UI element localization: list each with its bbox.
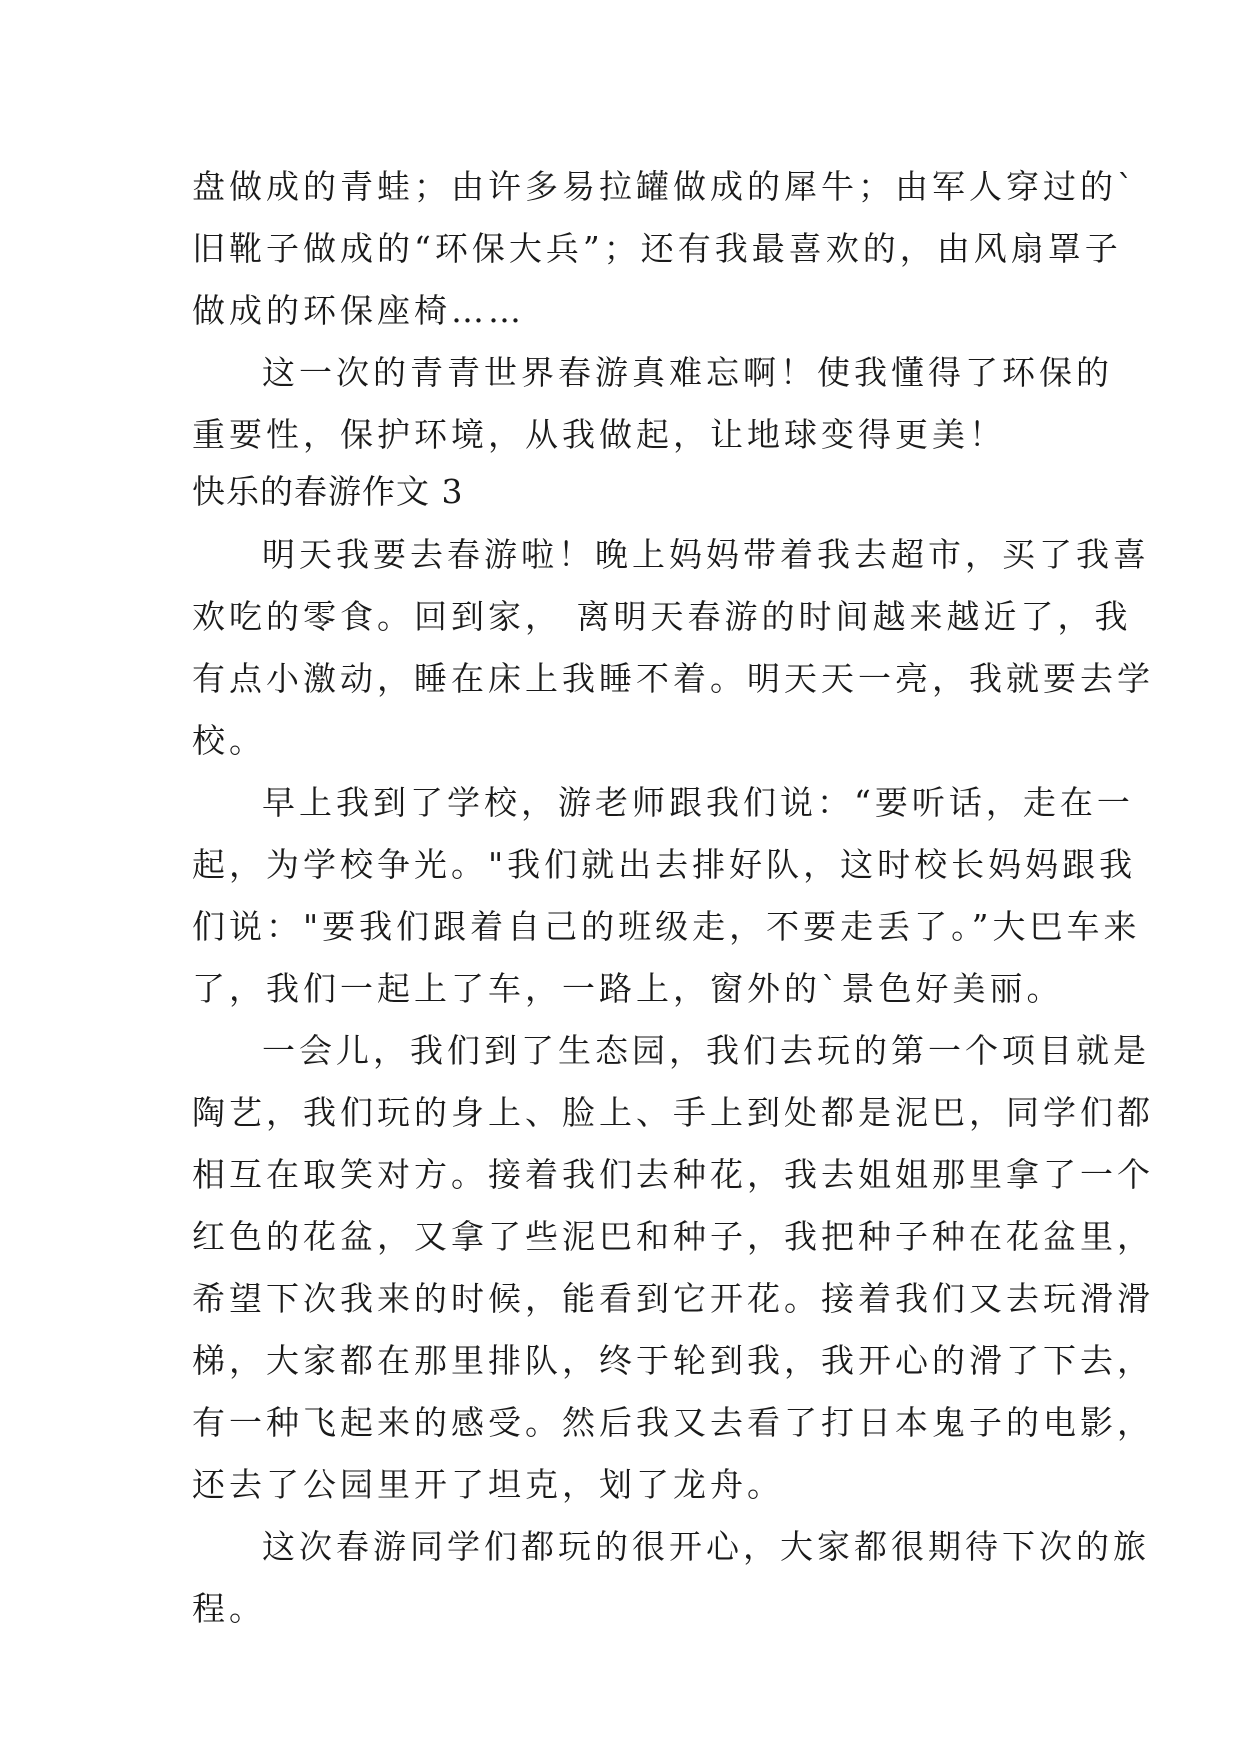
text-line: 程。 <box>192 1589 266 1628</box>
text-line: 有一种飞起来的感受。然后我又去看了打日本鬼子的电影， <box>192 1403 1154 1442</box>
paragraph-first-line: 一会儿，我们到了生态园，我们去玩的第一个项目就是 <box>262 1031 1150 1070</box>
text-line: 校。 <box>192 721 266 760</box>
text-line: 梯，大家都在那里排队，终于轮到我，我开心的滑了下去， <box>192 1341 1154 1380</box>
paragraph-first-line: 早上我到了学校，游老师跟我们说：“要听话，走在一 <box>262 783 1134 822</box>
article-text <box>192 156 1154 1640</box>
paragraph-first-line: 这一次的青青世界春游真难忘啊！使我懂得了环保的 <box>262 353 1113 392</box>
text-line: 起，为学校争光。"我们就出去排好队，这时校长妈妈跟我 <box>192 845 1137 884</box>
text-line: 盘做成的青蛙；由许多易拉罐做成的犀牛；由军人穿过的` <box>192 167 1138 206</box>
text-line: 欢吃的零食。回到家， 离明天春游的时间越来越近了，我 <box>192 597 1132 636</box>
text-line: 旧靴子做成的“环保大兵”；还有我最喜欢的，由风扇罩子 <box>192 229 1122 268</box>
text-line: 们说："要我们跟着自己的班级走，不要走丢了。”大巴车来 <box>192 907 1141 946</box>
paragraph-first-line: 这次春游同学们都玩的很开心，大家都很期待下次的旅 <box>262 1527 1150 1566</box>
text-line: 了，我们一起上了车，一路上，窗外的`景色好美丽。 <box>192 969 1064 1008</box>
text-line: 陶艺，我们玩的身上、脸上、手上到处都是泥巴，同学们都 <box>192 1093 1154 1132</box>
text-line: 红色的花盆，又拿了些泥巴和种子，我把种子种在花盆里， <box>192 1217 1154 1256</box>
text-line: 重要性，保护环境，从我做起，让地球变得更美！ <box>192 415 1006 454</box>
paragraph-first-line: 明天我要去春游啦！晚上妈妈带着我去超市，买了我喜 <box>262 535 1150 574</box>
text-line: 做成的环保座椅…… <box>192 291 525 330</box>
text-line: 希望下次我来的时候，能看到它开花。接着我们又去玩滑滑 <box>192 1279 1154 1318</box>
text-line: 相互在取笑对方。接着我们去种花，我去姐姐那里拿了一个 <box>192 1155 1154 1194</box>
text-line: 有点小激动，睡在床上我睡不着。明天天一亮，我就要去学 <box>192 659 1154 698</box>
text-line: 还去了公园里开了坦克，划了龙舟。 <box>192 1465 784 1504</box>
section-heading: 快乐的春游作文 3 <box>192 472 464 511</box>
